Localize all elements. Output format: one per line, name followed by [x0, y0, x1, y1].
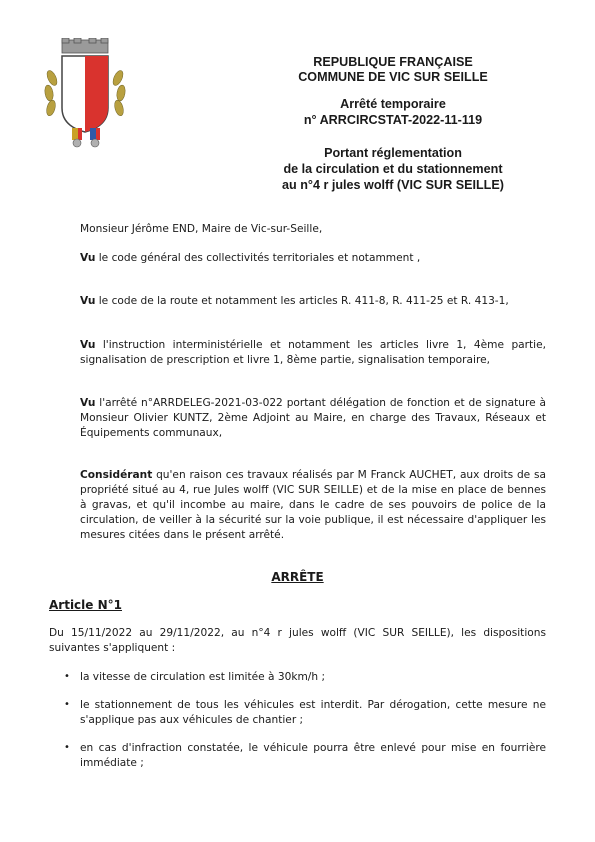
header-subject-1: Portant réglementation [324, 146, 462, 160]
vu-paragraph-4 [80, 396, 546, 441]
article-1-title: Article N°1 [49, 598, 122, 612]
vu-label: Vu [80, 252, 96, 264]
vu-text: le code de la route et notamment les articles R. 411-8, R. 411-25 et R. 413-1, [95, 295, 509, 307]
coat-of-arms-logo [42, 38, 128, 148]
vu-label: Vu [80, 397, 96, 409]
header-subject-2: de la circulation et du stationnement [283, 162, 503, 176]
article-1-bullet-3: en cas d'infraction constatée, le véhicule pourra être enlevé pour mise en fourrière immédiate ; [80, 742, 546, 769]
vu-paragraph-2 [80, 294, 546, 309]
considerant-text: qu'en raison ces travaux réalisés par M Franck AUCHET, aux droits de sa propriété situé au 4, rue Jules wolff (VIC SUR SEILLE) et de la mise en place de bennes à gravas, et qu'il incombe au maire, dans le cadre de ses pouvoirs de police de la circulation, de veiller à la sécurité sur la voie publique, il est nécessaire d'appliquer les mesures citées dans le présent arrêté. [80, 469, 546, 541]
header-arrete-number: n° ARRCIRCSTAT-2022-11-119 [303, 113, 483, 127]
vu-text: l'arrêté n°ARRDELEG-2021-03-022 portant délégation de fonction et de signature à Monsieur Olivier KUNTZ, 2ème Adjoint au Maire, en charge des Travaux, Réseaux et Équipements communaux, [80, 397, 546, 439]
header-subject-3: au n°4 r jules wolff (VIC SUR SEILLE) [282, 178, 504, 192]
bullet-icon: • [64, 699, 70, 710]
header-arrete-type: Arrêté temporaire [340, 97, 446, 111]
vu-label: Vu [80, 295, 96, 307]
header-commune: COMMUNE DE VIC SUR SEILLE [298, 70, 488, 84]
vu-text: l'instruction interministérielle et notamment les articles livre 1, 4ème partie, signalisation de prescription et livre 1, 8ème partie, signalisation temporaire, [80, 339, 546, 366]
intro-paragraph: Monsieur Jérôme END, Maire de Vic-sur-Seille, [80, 223, 323, 235]
vu-paragraph-1 [80, 251, 546, 266]
considerant-paragraph [80, 468, 546, 543]
bullet-icon: • [64, 742, 70, 753]
considerant-label: Considérant [80, 469, 153, 481]
article-1-bullet-2: le stationnement de tous les véhicules est interdit. Par dérogation, cette mesure ne s'applique pas aux véhicules de chantier ; [80, 699, 546, 726]
arrete-heading: ARRÊTE [271, 570, 324, 584]
vu-text: le code général des collectivités territoriales et notamment , [95, 252, 421, 264]
bullet-icon: • [64, 671, 70, 682]
article-1-bullet-1: la vitesse de circulation est limitée à 30km/h ; [80, 671, 326, 683]
mural-crown-icon [62, 38, 108, 53]
header-republique: REPUBLIQUE FRANÇAISE [313, 55, 473, 69]
article-1-text: Du 15/11/2022 au 29/11/2022, au n°4 r jules wolff (VIC SUR SEILLE), les dispositions suivantes s'appliquent : [49, 627, 546, 654]
vu-paragraph-3 [80, 338, 546, 368]
vu-label: Vu [80, 339, 96, 351]
